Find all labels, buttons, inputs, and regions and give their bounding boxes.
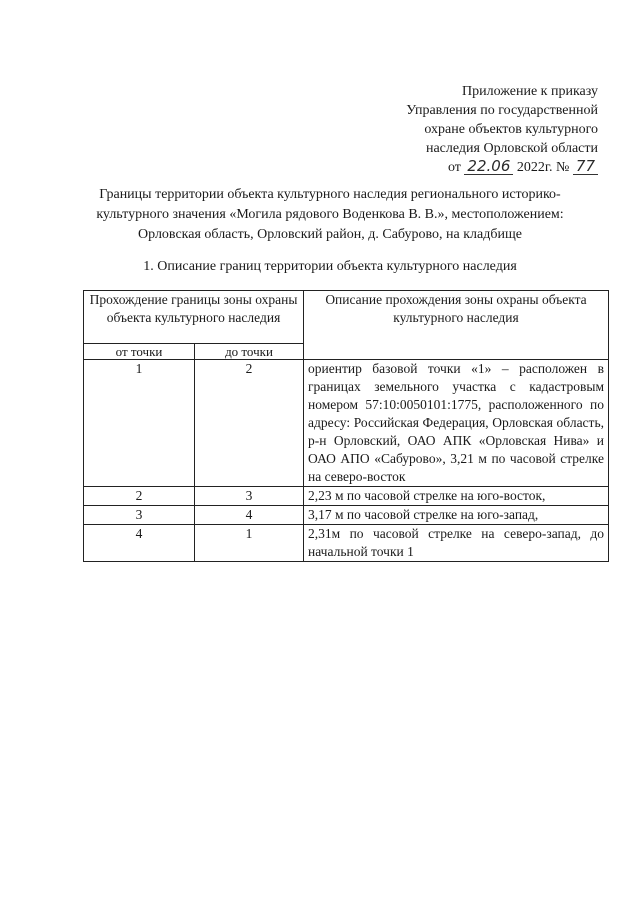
handwritten-date: 22.06: [464, 158, 513, 175]
cell-from-point: 4: [84, 525, 195, 562]
cell-from-point: 1: [84, 360, 195, 487]
table-row: [84, 525, 609, 562]
cell-description: 3,17 м по часовой стрелке на юго-запад,: [304, 506, 609, 525]
appendix-line-1: Приложение к приказу: [462, 84, 598, 99]
cell-from-point: 3: [84, 506, 195, 525]
document-title: Границы территории объекта культурного наследия регионального историко-культурного значения «Могила рядового Воденкова В. В.», местоположением: Орловская область, Орловский район, д. Сабурово, на кладбище: [96, 187, 564, 242]
section-title: 1. Описание границ территории объекта культурного наследия: [143, 259, 517, 274]
date-year: 2022г. №: [516, 160, 570, 175]
cell-description: 2,23 м по часовой стрелке на юго-восток,: [304, 487, 609, 506]
header-to-point: до точки: [195, 344, 304, 360]
cell-description: ориентир базовой точки «1» – расположен в границах земельного участка с кадастровым номером 57:10:0050101:1775, расположенного по адресу: Российская Федерация, Орловская область, р-н Орловский, ОАО АПК «Орловская Нива» и ОАО АПО «Сабурово», 3,21 м по часовой стрелке на северо-восток: [304, 360, 609, 487]
appendix-line-4: наследия Орловской области: [425, 141, 598, 156]
appendix-header: [348, 82, 598, 177]
date-prefix: от: [447, 160, 461, 175]
cell-to-point: 4: [195, 506, 304, 525]
cell-to-point: 3: [195, 487, 304, 506]
table-header-row: [84, 291, 609, 344]
table-row: [84, 506, 609, 525]
appendix-line-3: охране объектов культурного: [424, 122, 598, 137]
boundary-table: [83, 290, 609, 562]
header-boundary-passage: Прохождение границы зоны охраны объекта культурного наследия: [84, 291, 304, 344]
cell-to-point: 2: [195, 360, 304, 487]
order-date-line: [348, 158, 598, 177]
appendix-line-2: Управления по государственной: [406, 103, 598, 118]
cell-from-point: 2: [84, 487, 195, 506]
cell-description: 2,31м по часовой стрелке на северо-запад, до начальной точки 1: [304, 525, 609, 562]
header-description: Описание прохождения зоны охраны объекта культурного наследия: [304, 291, 609, 360]
header-from-point: от точки: [84, 344, 195, 360]
table-row: [84, 487, 609, 506]
handwritten-order-number: 77: [573, 158, 598, 175]
table-row: [84, 360, 609, 487]
cell-to-point: 1: [195, 525, 304, 562]
